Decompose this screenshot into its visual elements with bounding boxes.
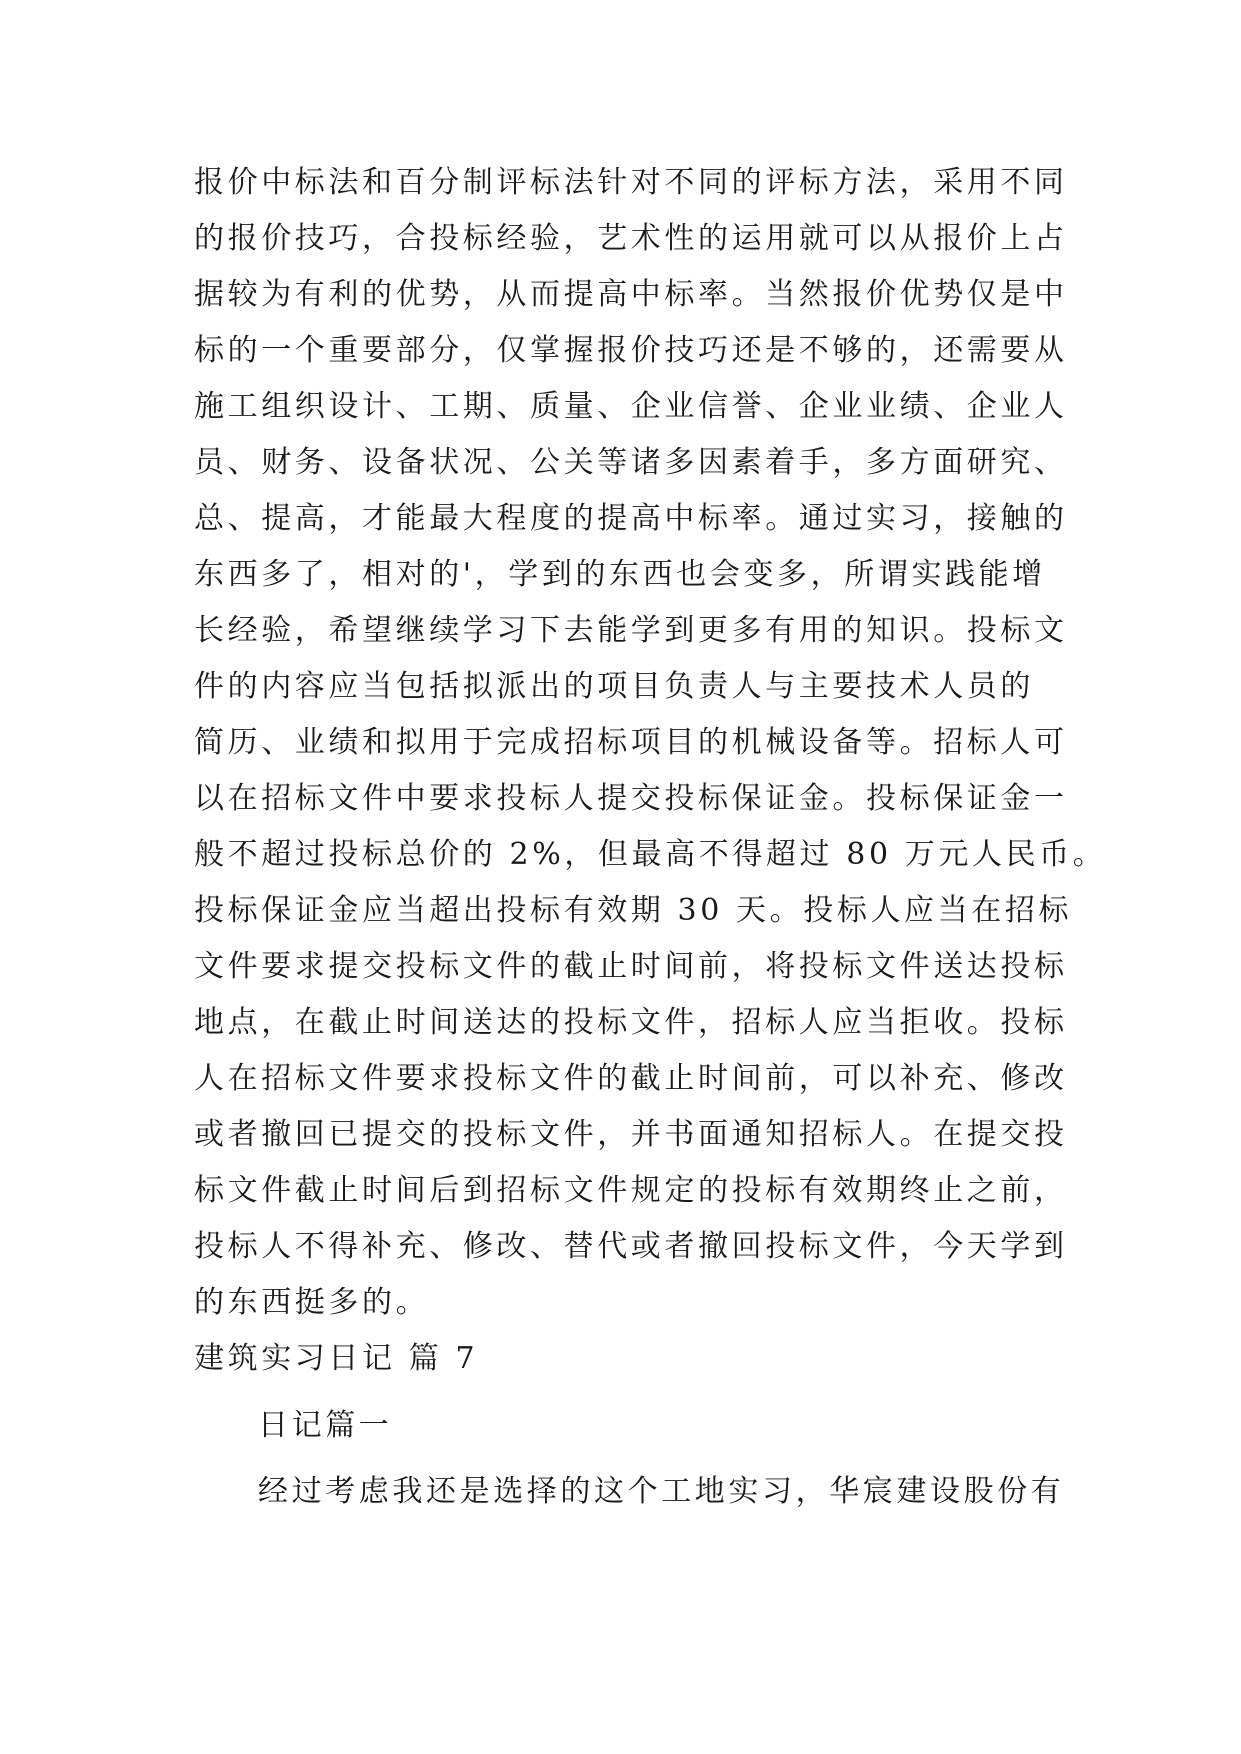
- section-heading: 建筑实习日记 篇 7: [194, 1341, 479, 1376]
- subheading: 日记篇一: [258, 1408, 393, 1443]
- body-line: 文件要求提交投标文件的截止时间前，将投标文件送达投标: [194, 949, 1068, 984]
- body-line: 人在招标文件要求投标文件的截止时间前，可以补充、修改: [194, 1061, 1068, 1096]
- body-line: 报价中标法和百分制评标法针对不同的评标方法，采用不同: [194, 165, 1068, 200]
- body-line: 员、财务、设备状况、公关等诸多因素着手，多方面研究、: [194, 445, 1068, 480]
- body-line: 长经验，希望继续学习下去能学到更多有用的知识。投标文: [194, 613, 1068, 648]
- body-line: 件的内容应当包括拟派出的项目负责人与主要技术人员的: [194, 669, 1034, 704]
- body-line: 标文件截止时间后到招标文件规定的投标有效期终止之前，: [194, 1173, 1068, 1208]
- body-line: 投标保证金应当超出投标有效期 30 天。投标人应当在招标: [194, 893, 1073, 928]
- body-line: 的报价技巧，合投标经验，艺术性的运用就可以从报价上占: [194, 221, 1068, 256]
- body-line: 的东西挺多的。: [194, 1285, 430, 1320]
- body-line: 投标人不得补充、修改、替代或者撤回投标文件，今天学到: [194, 1229, 1068, 1264]
- body-line: 标的一个重要部分，仅掌握报价技巧还是不够的，还需要从: [194, 333, 1068, 368]
- body-line: 经过考虑我还是选择的这个工地实习，华宸建设股份有: [258, 1474, 1065, 1509]
- body-line: 地点，在截止时间送达的投标文件，招标人应当拒收。投标: [194, 1005, 1068, 1040]
- body-line: 施工组织设计、工期、质量、企业信誉、企业业绩、企业人: [194, 389, 1068, 424]
- body-line: 简历、业绩和拟用于完成招标项目的机械设备等。招标人可: [194, 725, 1068, 760]
- body-line: 般不超过投标总价的 2%，但最高不得超过 80 万元人民币。: [194, 837, 1107, 872]
- body-line: 东西多了，相对的'，学到的东西也会变多，所谓实践能增: [194, 557, 1046, 592]
- body-line: 据较为有利的优势，从而提高中标率。当然报价优势仅是中: [194, 277, 1068, 312]
- body-line: 或者撤回已提交的投标文件，并书面通知招标人。在提交投: [194, 1117, 1068, 1152]
- body-line: 以在招标文件中要求投标人提交投标保证金。投标保证金一: [194, 781, 1068, 816]
- body-line: 总、提高，才能最大程度的提高中标率。通过实习，接触的: [194, 501, 1068, 536]
